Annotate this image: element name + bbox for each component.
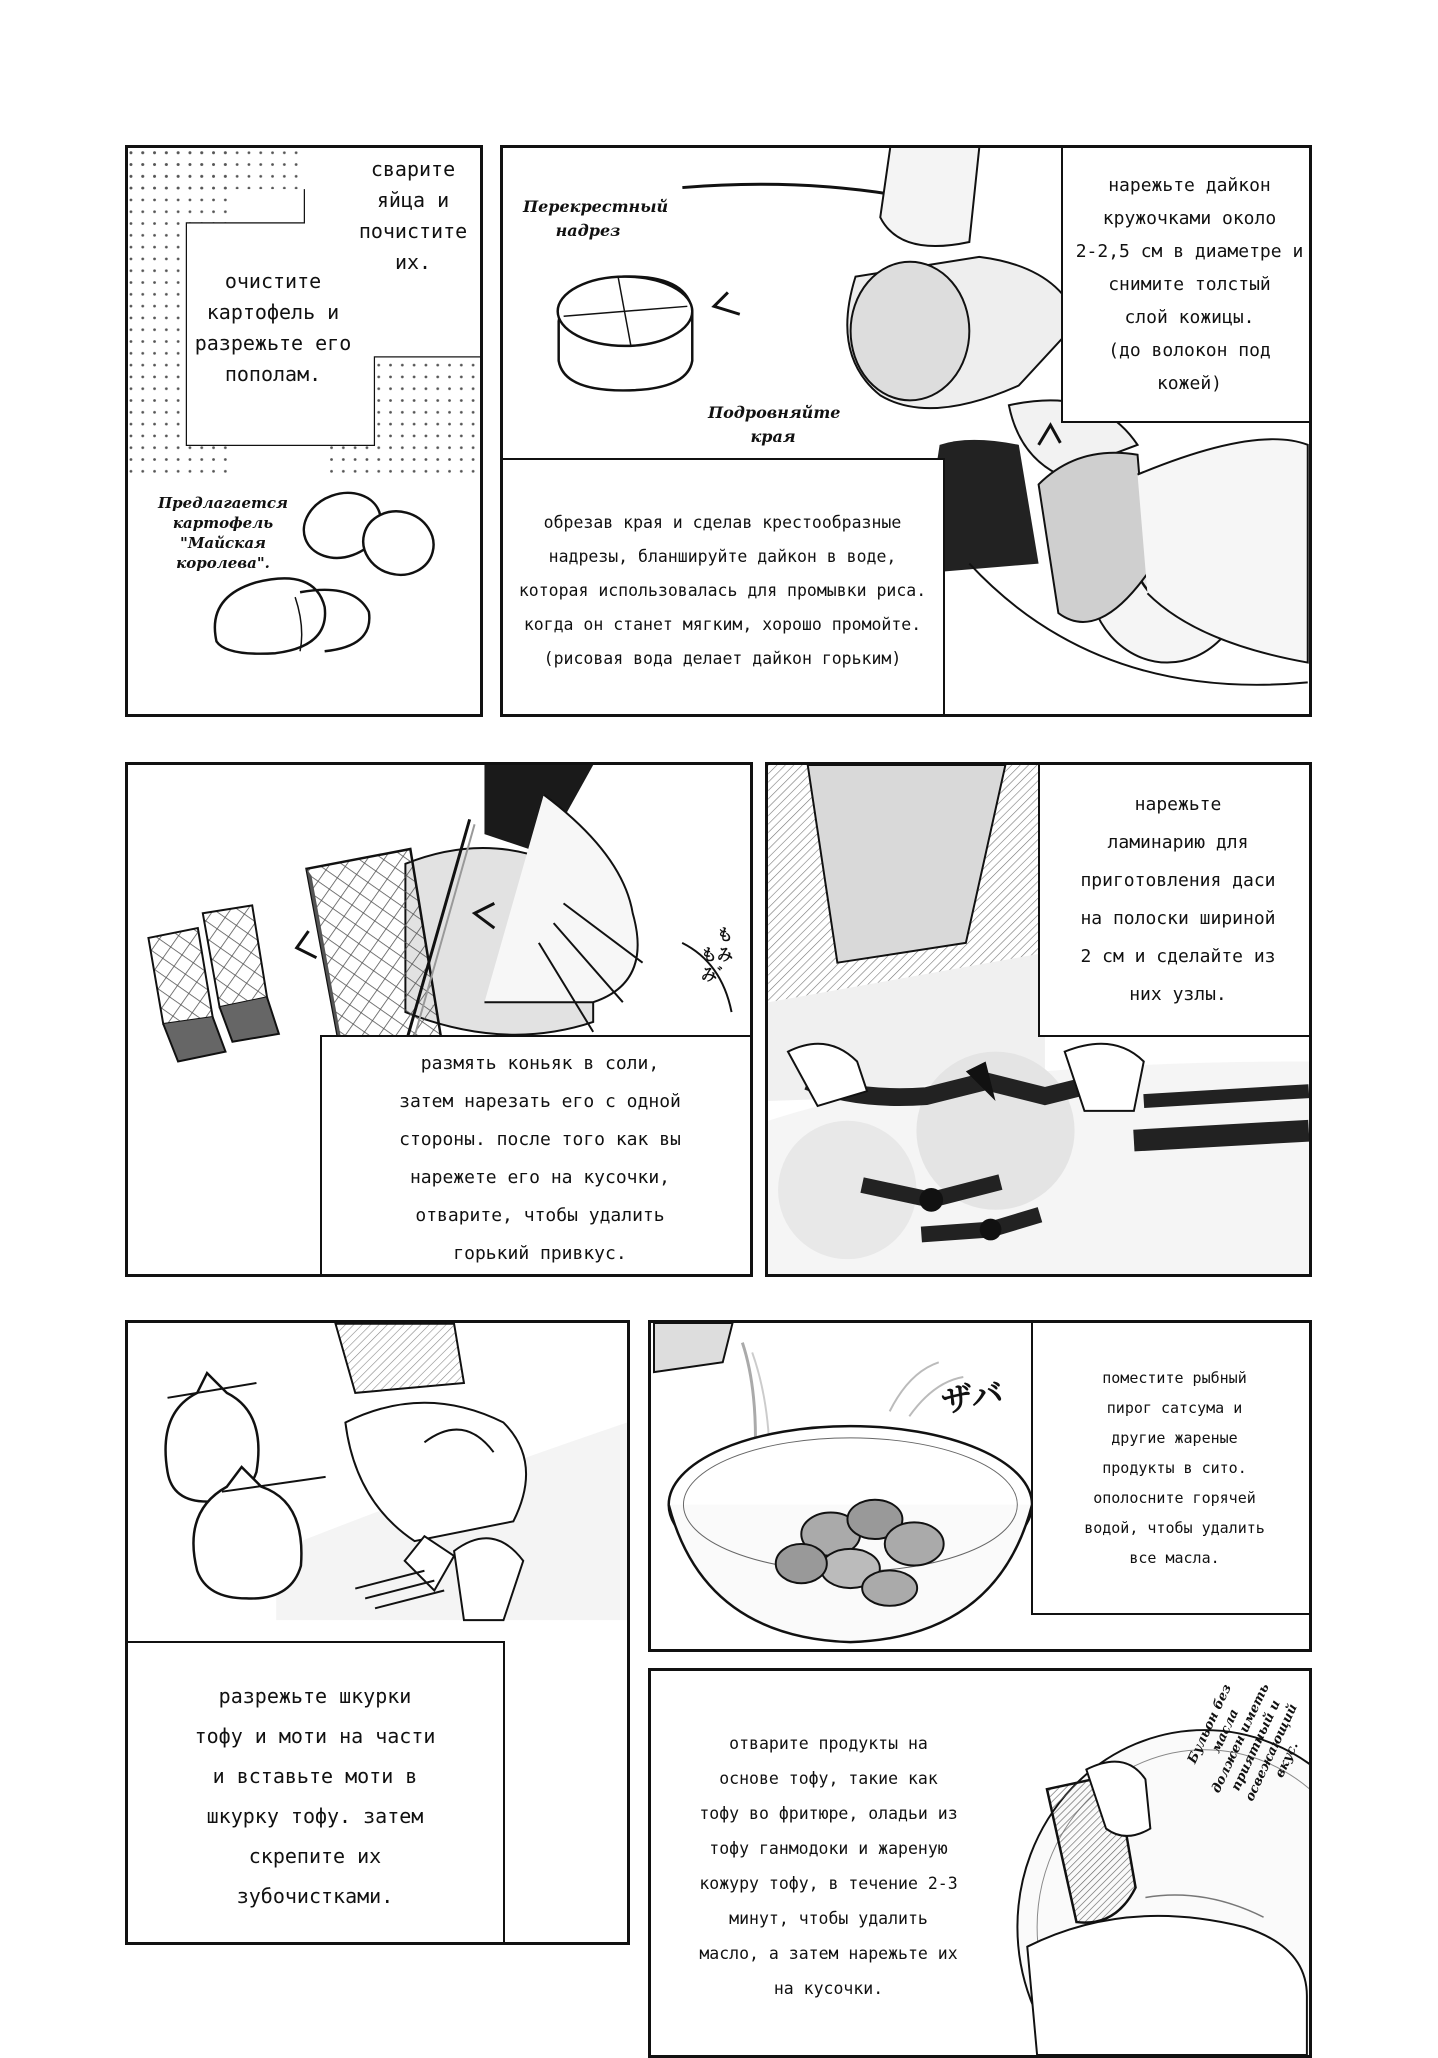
- caption-cut-daikon: нарежьте дайкон кружочками около 2-2,5 см в диаметре и снимите толстый слой кожицы. (до волокон под кожей): [1061, 145, 1312, 423]
- panel-tofu-boil: [648, 1668, 1312, 2058]
- sfx-momimomi: も もみ み゛: [700, 925, 733, 984]
- panel-konjac: [125, 762, 753, 1277]
- note-broth: Бульон без масла должен иметь приятный и освежающий вкус.: [1185, 1681, 1302, 1804]
- caption-konjac: размять коньяк в соли, затем нарезать его с одной стороны. после того как вы нарежете его на кусочки, отварите, чтобы удалить горький привкус.: [320, 1035, 753, 1277]
- caption-blanch-daikon: обрезав края и сделав крестообразные надрезы, бланшируйте дайкон в воде, которая использовалась для промывки риса. когда он станет мягким, хорошо промойте. (рисовая вода делает дайкон горьким): [500, 458, 945, 717]
- caption-tofu-boil: отварите продукты на основе тофу, такие как тофу во фритюре, оладьи из тофу ганмодоки и жареную кожуру тофу, в течение 2-3 минут, чтобы удалить масло, а затем нарежьте их на кусочки.: [651, 1671, 1006, 2058]
- caption-peel-potato: очистите картофель и разрежьте его пополам.: [194, 269, 352, 386]
- panel-eggs-potatoes: [125, 145, 483, 717]
- caption-kombu: нарежьте ламинарию для приготовления даси на полоски шириной 2 см и сделайте из них узлы.: [1038, 762, 1312, 1037]
- sfx-splash: ザバ: [938, 1374, 1006, 1421]
- caption-tofu-mochi: разрежьте шкурки тофу и моти на части и вставьте моти в шкурку тофу. затем скрепите их зубочистками.: [125, 1641, 505, 1945]
- panel-kombu: [765, 762, 1312, 1277]
- note-trim-edges: Подровняйте края: [708, 403, 841, 446]
- caption-satsuma: поместите рыбный пирог сатсума и другие жареные продукты в сито. ополосните горячей водой, чтобы удалить все масла.: [1031, 1320, 1312, 1615]
- panel-tofu-mochi: [125, 1320, 630, 1945]
- panel-satsuma: [648, 1320, 1312, 1652]
- caption-boil-eggs: сварите яйца и почистите их.: [358, 157, 468, 274]
- panel-daikon: [500, 145, 1312, 717]
- note-cross-cut: Перекрестный надрез: [523, 197, 669, 240]
- note-potato-variety: Предлагается картофель "Майская королева".: [158, 494, 288, 572]
